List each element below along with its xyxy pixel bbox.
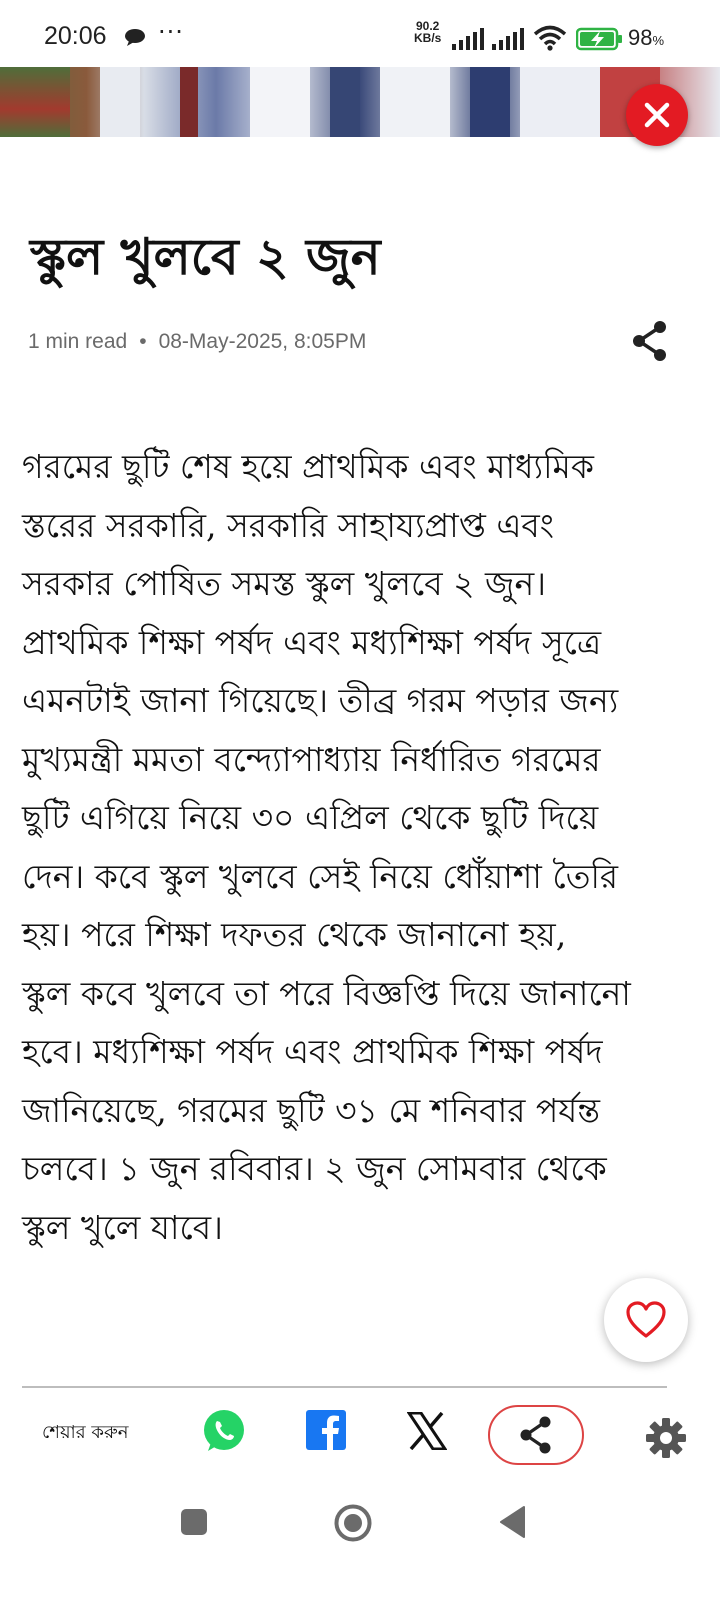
article-body-line: প্রাথমিক শিক্ষা পর্ষদ এবং মধ্যশিক্ষা পর্ষদ সূত্রে (22, 622, 602, 662)
article-meta (28, 330, 366, 354)
x-share-button[interactable] (406, 1410, 448, 1452)
article-body-line: স্কুল খুলে যাবে। (22, 1207, 223, 1247)
network-speed-value: 90.2 (415, 19, 440, 33)
signal-icon (452, 28, 486, 50)
article-body-line: স্কুল কবে খুলবে তা পরে বিজ্ঞপ্তি দিয়ে জানানো (22, 973, 631, 1013)
home-button[interactable] (332, 1502, 374, 1544)
back-icon (498, 1505, 526, 1539)
system-nav-bar (0, 1480, 720, 1600)
share-label: শেয়ার করুন (42, 1422, 129, 1443)
signal-icon-2 (492, 28, 526, 50)
share-icon[interactable] (630, 320, 670, 362)
article-headline: স্কুল খুলবে ২ জুন (30, 227, 381, 286)
battery-percent-unit: % (652, 33, 665, 48)
recents-button[interactable] (178, 1506, 210, 1538)
recents-icon (179, 1507, 209, 1537)
article-body-line: দেন। কবে স্কুল খুলবে সেই নিয়ে ধোঁয়াশা তৈরি (22, 856, 619, 896)
close-button[interactable] (626, 84, 688, 146)
like-button[interactable] (604, 1278, 688, 1362)
battery-percent-value: 98 (628, 25, 653, 50)
hero-image-part (470, 67, 510, 137)
article-body-line: এমনটাই জানা গিয়েছে। তীব্র গরম পড়ার জন্য (22, 681, 619, 720)
network-speed-unit: KB/s (414, 31, 442, 45)
whatsapp-share-button[interactable] (200, 1407, 248, 1455)
article-body-line: গরমের ছুটি শেষ হয়ে প্রাথমিক এবং মাধ্যমিক (22, 447, 594, 486)
meta-separator: • (139, 330, 147, 353)
read-time: 1 min read (28, 330, 128, 353)
battery-charging-icon (576, 27, 624, 51)
status-time: 20:06 (44, 22, 107, 50)
facebook-icon (306, 1410, 346, 1450)
share-divider (22, 1386, 667, 1388)
network-speed (414, 20, 441, 44)
chat-bubble-icon (124, 28, 146, 46)
more-notifications-icon: ··· (158, 18, 184, 46)
facebook-share-button[interactable] (306, 1410, 346, 1450)
whatsapp-icon (200, 1407, 248, 1455)
hero-image-part (250, 67, 310, 137)
close-icon (642, 100, 672, 130)
battery-percent (628, 25, 664, 51)
article-body-line: মুখ্যমন্ত্রী মমতা বন্দ্যোপাধ্যায় নির্ধারিত গরমের (22, 739, 601, 779)
hero-image-part (100, 67, 140, 137)
status-bar (0, 0, 720, 70)
back-button[interactable] (496, 1504, 528, 1540)
article-body-line: হয়। পরে শিক্ষা দফতর থেকে জানানো হয়, (22, 915, 567, 954)
article-body-line: ছুটি এগিয়ে নিয়ে ৩০ এপ্রিল থেকে ছুটি দিয়ে (22, 798, 599, 837)
settings-button[interactable] (644, 1416, 688, 1460)
article-body (22, 438, 692, 1257)
wifi-icon (533, 25, 567, 51)
hero-image-part (520, 67, 600, 137)
hero-image-part (180, 67, 198, 137)
gear-icon (645, 1417, 687, 1459)
share-icon (518, 1416, 554, 1454)
hero-image-part (330, 67, 360, 137)
hero-image (0, 67, 720, 137)
article-body-line: স্তরের সরকারি, সরকারি সাহায্যপ্রাপ্ত এবং (22, 505, 555, 545)
x-icon (407, 1412, 447, 1450)
article-body-line: জানিয়েছে, গরমের ছুটি ৩১ মে শনিবার পর্যন্ত (22, 1090, 601, 1130)
article-body-line: চলবে। ১ জুন রবিবার। ২ জুন সোমবার থেকে (22, 1149, 607, 1188)
article-body-line: হবে। মধ্যশিক্ষা পর্ষদ এবং প্রাথমিক শিক্ষা পর্ষদ (22, 1032, 603, 1071)
home-icon (333, 1503, 373, 1543)
article-body-line: সরকার পোষিত সমস্ত স্কুল খুলবে ২ জুন। (22, 564, 547, 603)
publish-date: 08-May-2025, 8:05PM (158, 330, 367, 353)
heart-icon (625, 1301, 667, 1339)
hero-image-part (380, 67, 450, 137)
hero-image-part (0, 67, 70, 137)
more-share-button[interactable] (488, 1405, 584, 1465)
